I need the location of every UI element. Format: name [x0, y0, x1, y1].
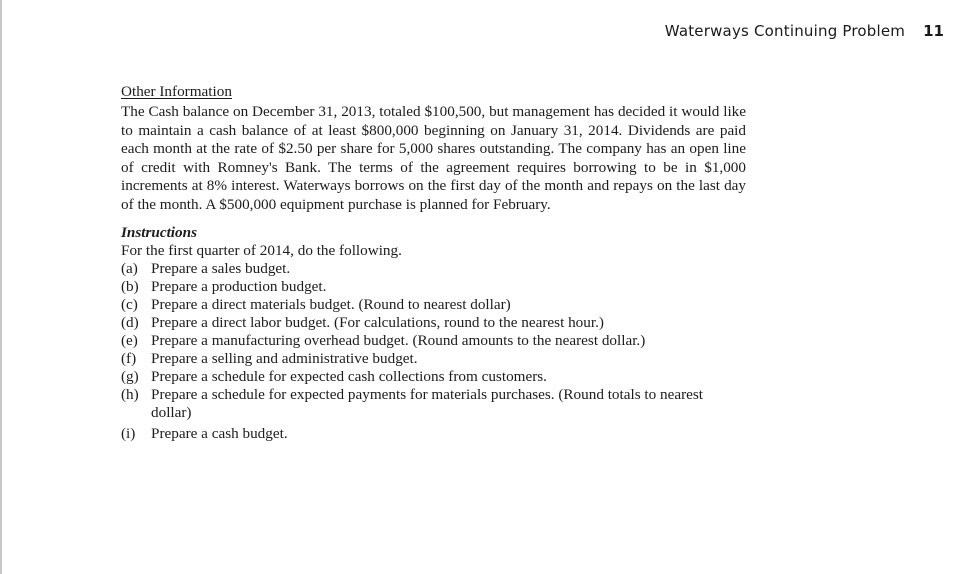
instruction-text: Prepare a sales budget.	[151, 260, 291, 278]
instruction-item-i	[121, 425, 746, 443]
instruction-marker: (h)	[121, 386, 139, 404]
instruction-marker: (g)	[121, 368, 139, 386]
instruction-item-d	[121, 314, 746, 332]
instruction-text: Prepare a schedule for expected payments for materials purchases. (Round totals to nearest dollar)	[151, 386, 704, 422]
instructions-heading: Instructions	[121, 223, 197, 241]
running-header-title: Waterways Continuing Problem	[664, 22, 906, 40]
instruction-marker: (i)	[121, 425, 136, 443]
instruction-marker: (a)	[121, 260, 138, 278]
instruction-marker: (d)	[121, 314, 139, 332]
instruction-item-e	[121, 332, 746, 350]
instruction-text: Prepare a manufacturing overhead budget. (Round amounts to the nearest dollar.)	[151, 332, 646, 350]
instruction-item-g	[121, 368, 746, 386]
instructions-list	[121, 260, 746, 443]
other-information-paragraph: The Cash balance on December 31, 2013, totaled $100,500, but management has decided it would like to maintain a cash balance of at least $800,000 beginning on January 31, 2014. Dividends are paid each month at the rate of $2.50 per share for 5,000 shares outstanding. The company has an open line of credit with Romney's Bank. The terms of the agreement requires borrowing to be in $1,000 increments at 8% interest. Waterways borrows on the first day of the month and repays on the last day of the month. A $500,000 equipment purchase is planned for February.	[121, 103, 746, 213]
page-number: 11	[923, 22, 944, 40]
instruction-marker: (f)	[121, 350, 137, 368]
instruction-text: Prepare a production budget.	[151, 278, 327, 296]
instruction-text: Prepare a cash budget.	[151, 425, 288, 443]
instruction-item-a	[121, 260, 746, 278]
instruction-text: Prepare a direct materials budget. (Round to nearest dollar)	[151, 296, 511, 314]
instructions-intro: For the first quarter of 2014, do the following.	[121, 241, 402, 259]
instruction-item-f	[121, 350, 746, 368]
instruction-item-b	[121, 278, 746, 296]
instruction-text: Prepare a selling and administrative budget.	[151, 350, 418, 368]
instruction-marker: (e)	[121, 332, 138, 350]
instruction-item-c	[121, 296, 746, 314]
other-information-heading: Other Information	[121, 83, 232, 100]
page-edge-divider	[0, 0, 2, 574]
instruction-text: Prepare a direct labor budget. (For calculations, round to the nearest hour.)	[151, 314, 604, 332]
instruction-item-h	[121, 386, 746, 422]
page-body	[121, 82, 746, 443]
instruction-marker: (b)	[121, 278, 139, 296]
instruction-text: Prepare a schedule for expected cash collections from customers.	[151, 368, 547, 386]
instruction-marker: (c)	[121, 296, 138, 314]
running-header	[665, 22, 944, 40]
